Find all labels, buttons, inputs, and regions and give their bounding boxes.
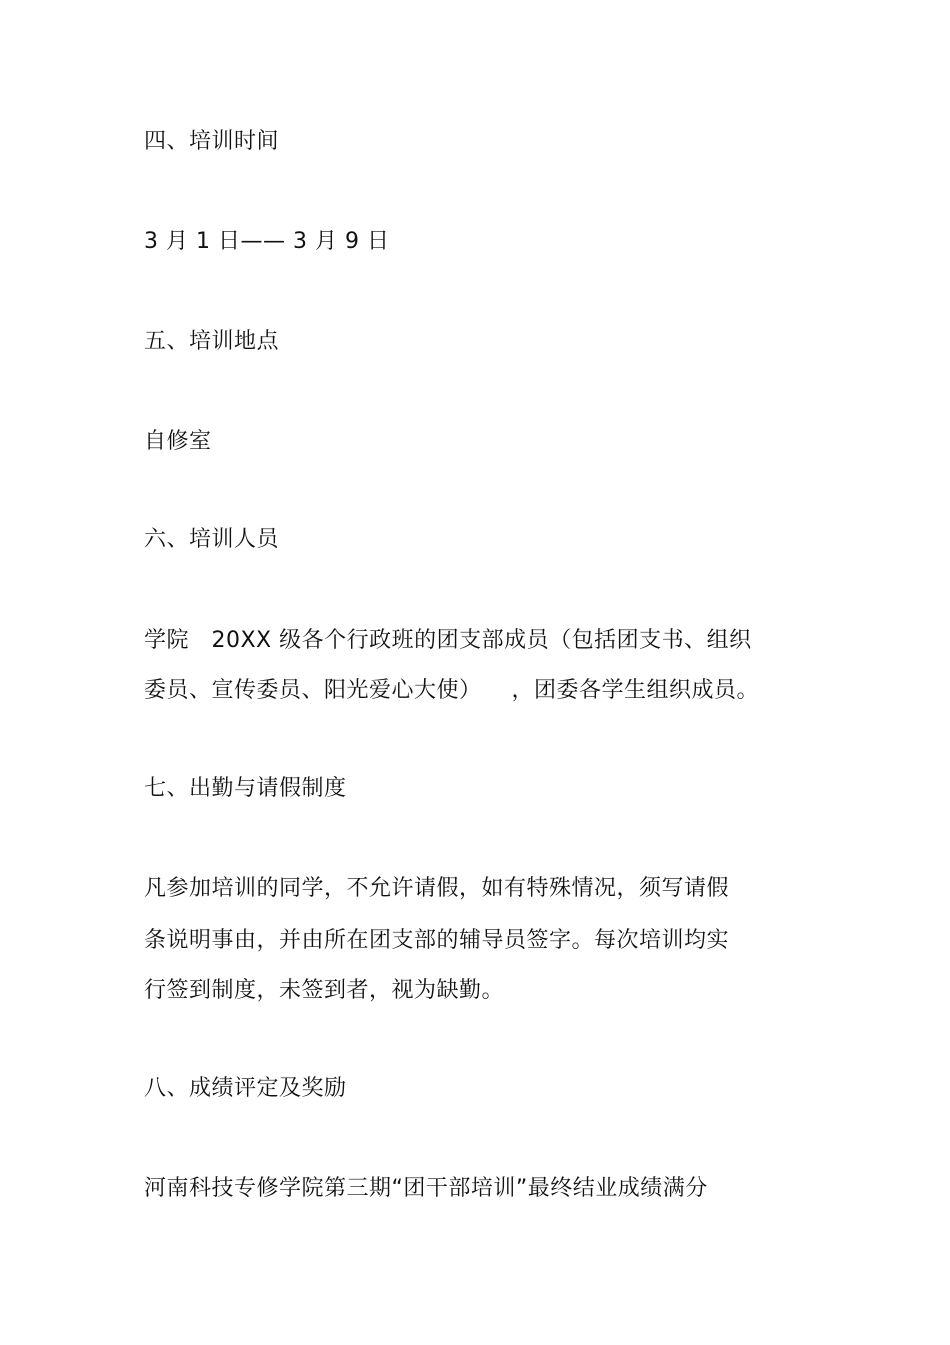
attendance-line-2: 条说明事由，并由所在团支部的辅导员签字。每次培训均实 (144, 928, 730, 953)
training-dates: 3 月 1 日—— 3 月 9 日 (144, 229, 390, 254)
heading-training-location: 五、培训地点 (144, 329, 280, 354)
personnel-line-1: 学院 20XX 级各个行政班的团支部成员（包括团支书、组织 (144, 628, 752, 653)
grading-line-1: 河南科技专修学院第三期“团干部培训”最终结业成绩满分 (144, 1176, 708, 1201)
attendance-line-3: 行签到制度，未签到者，视为缺勤。 (144, 978, 505, 1003)
heading-training-personnel: 六、培训人员 (144, 527, 280, 552)
personnel-line-2: 委员、宣传委员、阳光爱心大使） ，团委各学生组织成员。 (144, 678, 759, 703)
heading-attendance-policy: 七、出勤与请假制度 (144, 776, 347, 801)
heading-grading-rewards: 八、成绩评定及奖励 (144, 1076, 347, 1101)
attendance-line-1: 凡参加培训的同学，不允许请假，如有特殊情况，须写请假 (144, 876, 730, 901)
training-location: 自修室 (144, 429, 212, 454)
heading-training-time: 四、培训时间 (144, 129, 280, 154)
